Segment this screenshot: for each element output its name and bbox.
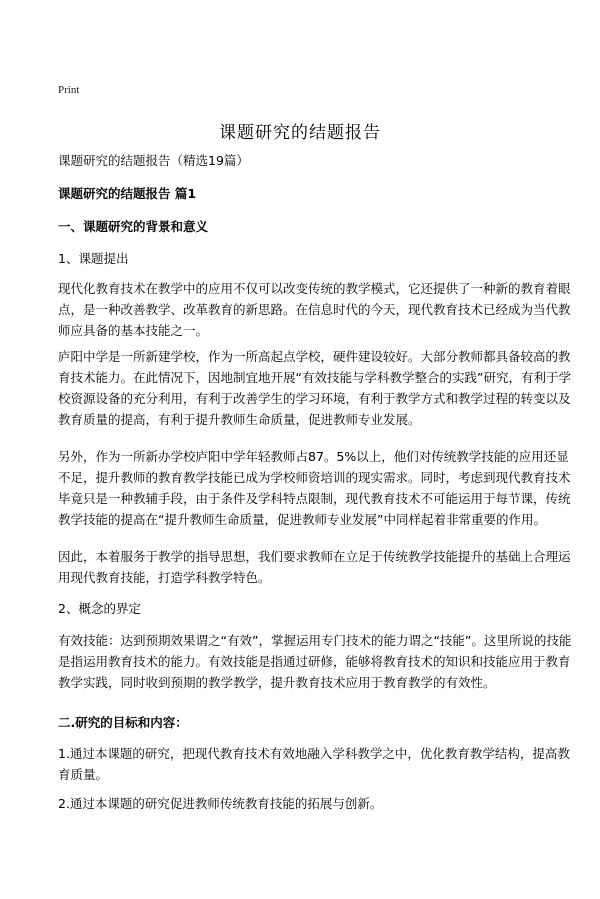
paragraph-4: 因此，本着服务于教学的指导思想，我们要求教师在立足于传统教学技能提升的基础上合理运用现代教育技能，打造学科教学特色。 bbox=[58, 549, 571, 585]
document-title: 课题研究的结题报告 bbox=[219, 123, 381, 143]
paragraph-1: 现代化教育技术在教学中的应用不仅可以改变传统的教学模式，它还提供了一种新的教育着眼点，是一种改善教学、改革教育的新思路。在信息时代的今天，现代教育技术已经成为当代教师应具备的基本技能之一。 bbox=[58, 281, 571, 338]
section1-heading: 一、课题研究的背景和意义 bbox=[58, 219, 209, 234]
article-heading: 课题研究的结题报告 篇1 bbox=[58, 186, 197, 201]
paragraph-3: 另外，作为一所新办学校庐阳中学年轻教师占87。5%以上，他们对传统教学技能的应用还显不足，提升教师的教育教学技能已成为学校师资培训的现实需求。同时，考虑到现代教育技术毕竟只是一种教辅手段，由于条件及学科特点限制，现代教育技术不可能运用于每节课，传统教学技能的提高在“提升教师生命质量，促进教师专业发展”中同样起着非常重要的作用。 bbox=[58, 449, 571, 527]
sub2-heading: 2、概念的界定 bbox=[58, 601, 141, 616]
paragraph-2: 庐阳中学是一所新建学校，作为一所高起点学校，硬件建设较好。大部分教师都具备较高的教育技术能力。在此情况下，因地制宜地开展“有效技能与学科教学整合的实践”研究，有利于学校资源设备的充分利用，有利于改善学生的学习环境，有利于教学方式和教学过程的转变以及教育质量的提高，有利于提升教师生命质量，促进教师专业发展。 bbox=[58, 349, 571, 427]
section2-heading: 二.研究的目标和内容： bbox=[58, 715, 188, 730]
document-subtitle: 课题研究的结题报告（精选19篇） bbox=[58, 153, 249, 168]
paragraph-7: 2.通过本课题的研究促进教师传统教育技能的拓展与创新。 bbox=[58, 796, 383, 811]
paragraph-6: 1.通过本课题的研究，把现代教育技术有效地融入学科教学之中，优化教育教学结构，提高教育质量。 bbox=[58, 746, 570, 782]
sub1-heading: 1、课题提出 bbox=[58, 251, 129, 266]
paragraph-5: 有效技能：达到预期效果谓之“有效”，掌握运用专门技术的能力谓之“技能”。这里所说的技能是指运用教育技术的能力。有效技能是指通过研修，能够将教育技术的知识和技能应用于教育教学实践，同时收到预期的教学教学，提升教育技术应用于教育教学的有效性。 bbox=[58, 633, 572, 690]
print-link[interactable]: Print bbox=[58, 84, 80, 96]
